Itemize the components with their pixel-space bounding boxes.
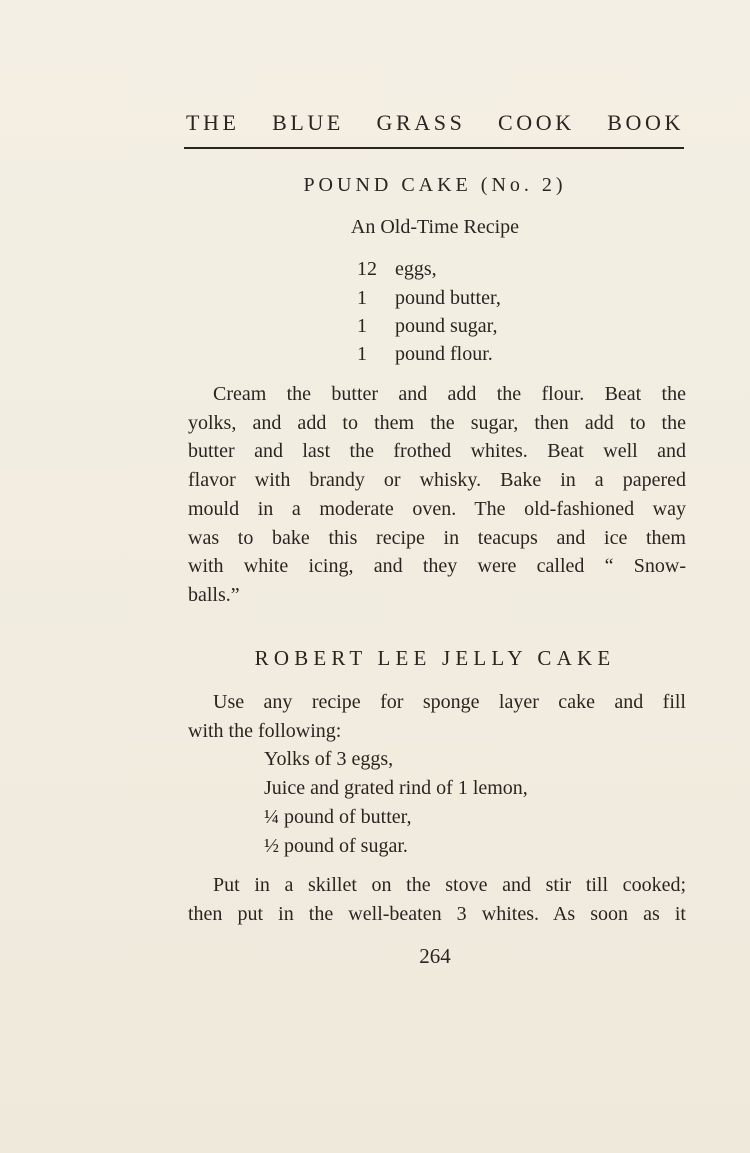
ingredient-qty: 1 (357, 287, 367, 309)
ingredient-item: pound butter, (395, 287, 501, 309)
text-line: Cream the butter and add the flour. Beat the (213, 383, 686, 405)
ingredient-qty: 1 (357, 343, 367, 365)
page-number: 264 (419, 944, 451, 968)
ingredient-line (357, 343, 493, 366)
recipe-intro (188, 688, 686, 745)
text-line: Use any recipe for sponge layer cake and fill (213, 691, 686, 713)
text-line: with the following: (188, 719, 342, 742)
ingredient-line: Yolks of 3 eggs, (264, 748, 394, 770)
ingredient-qty: 1 (357, 315, 367, 337)
recipe-subtitle: An Old-Time Recipe (350, 216, 520, 238)
ingredient-item: pound sugar, (395, 315, 498, 337)
ingredient-line (357, 287, 501, 310)
running-head: THE BLUE GRASS COOK BOOK (186, 110, 684, 135)
text-line: with white icing, and they were called “ Snow- (188, 555, 686, 578)
ingredient-line (357, 315, 498, 338)
ingredient-item: pound flour. (395, 343, 493, 365)
text-line: then put in the well-beaten 3 whites. As soon as it (188, 902, 686, 925)
recipe-instructions (188, 380, 686, 610)
ingredient-line (357, 258, 437, 281)
ingredient-item: eggs, (395, 258, 437, 280)
recipe-instructions (188, 871, 686, 928)
recipe-title: POUND CAKE (No. 2) (303, 174, 567, 196)
text-line: butter and last the frothed whites. Beat well and (188, 440, 686, 463)
recipe-title: ROBERT LEE JELLY CAKE (254, 646, 616, 670)
ingredient-line: ½ pound of sugar. (264, 835, 408, 857)
ingredient-line: Juice and grated rind of 1 lemon, (264, 777, 528, 799)
text-line: mould in a moderate oven. The old-fashioned way (188, 497, 686, 520)
header-rule (184, 147, 684, 149)
text-line: was to bake this recipe in teacups and ice them (188, 526, 686, 549)
text-line: balls.” (188, 583, 240, 606)
text-line: flavor with brandy or whisky. Bake in a papered (188, 469, 686, 492)
text-line: Put in a skillet on the stove and stir till cooked; (213, 874, 686, 896)
text-line: yolks, and add to them the sugar, then add to the (188, 411, 686, 434)
ingredient-qty: 12 (357, 258, 377, 280)
ingredient-line: ¼ pound of butter, (264, 806, 412, 828)
